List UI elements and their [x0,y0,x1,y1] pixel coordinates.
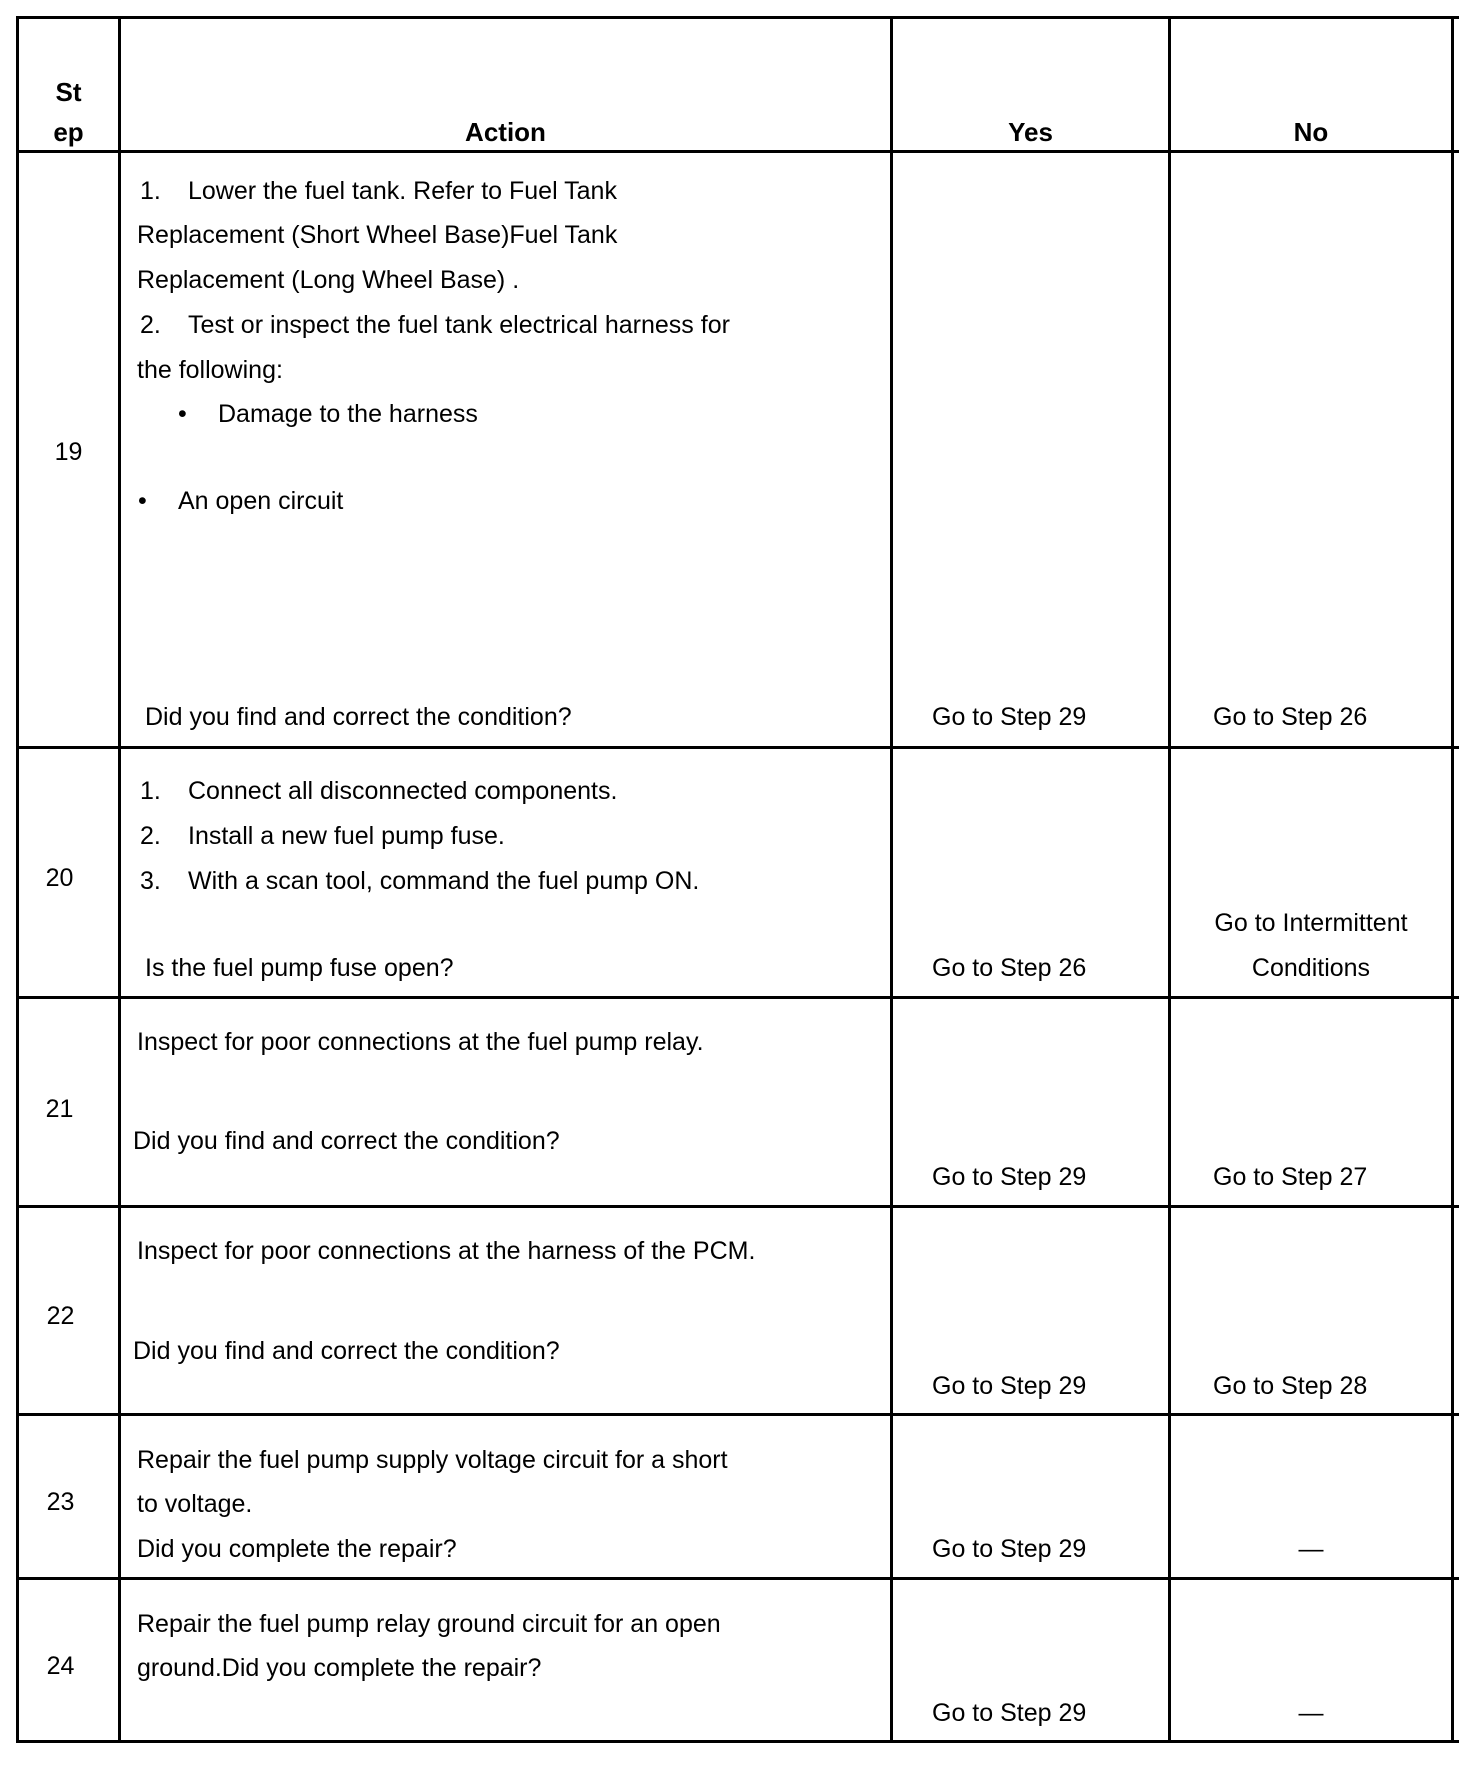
no-result: Go to Step 28 [1213,1372,1368,1400]
action-question: Did you find and correct the condition? [133,1337,560,1365]
row-divider [16,1413,1459,1416]
action-question: Is the fuel pump fuse open? [145,954,454,982]
table-border-bottom [16,1740,1459,1743]
action-text: Repair the fuel pump relay ground circuit for an open [137,1610,721,1638]
action-list-item: 2. Test or inspect the fuel tank electrical harness for [140,311,730,339]
yes-result: Go to Step 29 [932,1535,1087,1563]
step-number: 22 [46,1302,75,1330]
step-number: 20 [45,864,74,892]
action-text: Inspect for poor connections at the harness of the PCM. [137,1237,756,1265]
column-divider [890,16,893,1743]
no-result: — [1298,1699,1324,1727]
action-text: the following: [137,356,283,384]
bullet-item: • An open circuit [138,487,344,515]
yes-result: Go to Step 29 [932,703,1087,731]
action-text: Repair the fuel pump supply voltage circuit for a short [137,1446,728,1474]
yes-result: Go to Step 29 [932,1372,1087,1400]
step-number: 24 [46,1652,75,1680]
column-divider [118,16,121,1743]
action-list-item: 1. Lower the fuel tank. Refer to Fuel Tank [140,177,617,205]
step-number: 21 [45,1095,74,1123]
yes-result: Go to Step 29 [932,1163,1087,1191]
action-text: ground.Did you complete the repair? [137,1654,542,1682]
action-list-item: 3. With a scan tool, command the fuel pump ON. [140,867,700,895]
action-text: Replacement (Long Wheel Base) . [137,266,520,294]
action-list-item: 2. Install a new fuel pump fuse. [140,822,505,850]
row-divider [16,996,1459,999]
action-text: to voltage. [137,1490,253,1518]
row-divider [16,1577,1459,1580]
header-divider [16,150,1459,153]
row-divider [16,1205,1459,1208]
step-number: 23 [46,1488,75,1516]
action-text: Replacement (Short Wheel Base)Fuel Tank [137,221,618,249]
no-result: Go to Intermittent Conditions [1214,909,1408,982]
no-result: Go to Step 27 [1213,1163,1368,1191]
step-number: 19 [54,438,83,466]
yes-result: Go to Step 29 [932,1699,1087,1727]
action-question: Did you find and correct the condition? [145,703,572,731]
action-question: Did you complete the repair? [137,1535,457,1563]
header-yes: Yes [1008,117,1053,147]
bullet-item: • Damage to the harness [178,400,478,428]
action-list-item: 1. Connect all disconnected components. [140,777,618,805]
action-question: Did you find and correct the condition? [133,1127,560,1155]
yes-result: Go to Step 26 [932,954,1087,982]
header-action: Action [465,117,546,147]
table-border-right [1451,16,1454,1743]
no-result: Go to Step 26 [1213,703,1368,731]
no-result: — [1298,1535,1324,1563]
row-divider [16,746,1459,749]
column-divider [1168,16,1171,1743]
header-step: St ep [53,77,84,147]
header-no: No [1293,117,1329,147]
action-text: Inspect for poor connections at the fuel pump relay. [137,1028,704,1056]
table-border-top [16,16,1459,19]
